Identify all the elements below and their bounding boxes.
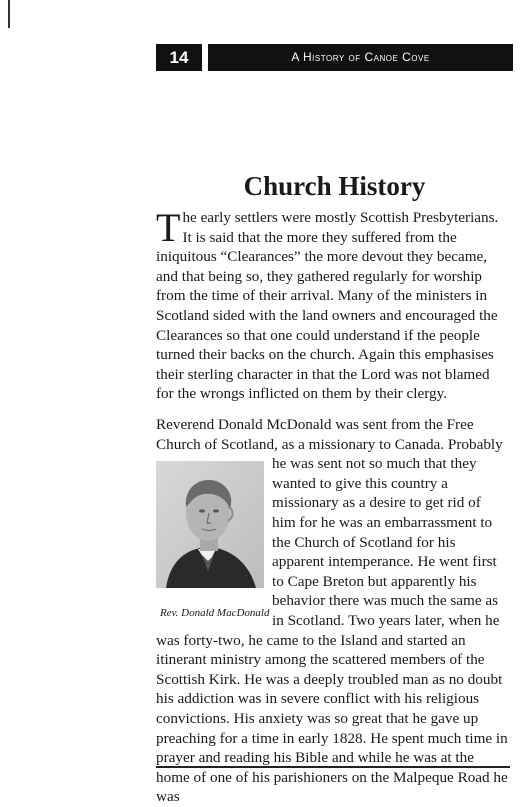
portrait-image xyxy=(156,461,264,588)
running-title: A History of Canoe Cove xyxy=(291,50,430,64)
footer-rule xyxy=(156,766,510,768)
paragraph-2-text: Probably he was sent not so much that they wanted to give this country a missionary as a desire to get rid of him for he was an embarrassment to the Church of Scotland for his apparent intemperance. He went first to Cape Breton but apparently his behavior there was much the same as in Scotland. Two years later, when he was forty-two, he came to the Island and started an itinerant ministry among the scattered members of the Scottish Kirk. He was a deeply troubled man as no doubt his addiction was in severe conflict with his religious convictions. His anxiety was so great that he gave up preaching for a time in early 1828. He spent much time in prayer and reading his Bible and while he was at the home of one of his parishioners on the Malpeque Road he was xyxy=(156,435,508,806)
body-paragraph-1 xyxy=(156,205,508,404)
page-edge-rule xyxy=(8,0,10,28)
running-header xyxy=(156,44,513,71)
portrait-figure xyxy=(156,461,270,620)
chapter-title: Church History xyxy=(243,171,426,202)
body-paragraph-2 xyxy=(156,415,508,807)
page-number: 14 xyxy=(169,48,189,67)
portrait-caption: Rev. Donald MacDonald xyxy=(160,607,270,620)
drop-cap: T xyxy=(156,205,181,250)
paragraph-1-text: he early settlers were mostly Scottish Presbyterians. It is said that the more they suffered from the iniquitous “Clearances” the more devout they became, and that being so, they gathered regularly for worship from the time of their arrival. Many of the ministers in Scotland sided with the land owners and encouraged the Clearances so that one could understand if the people turned their backs on the church. Again this emphasises their sterling character in that the Lord was not blamed for the wrongs inflicted on them by their clergy. xyxy=(156,209,499,403)
paragraph-2-lead: Reverend Donald McDonald was sent from the Free Church of Scotland, as a missionary to Canada. xyxy=(156,416,474,453)
